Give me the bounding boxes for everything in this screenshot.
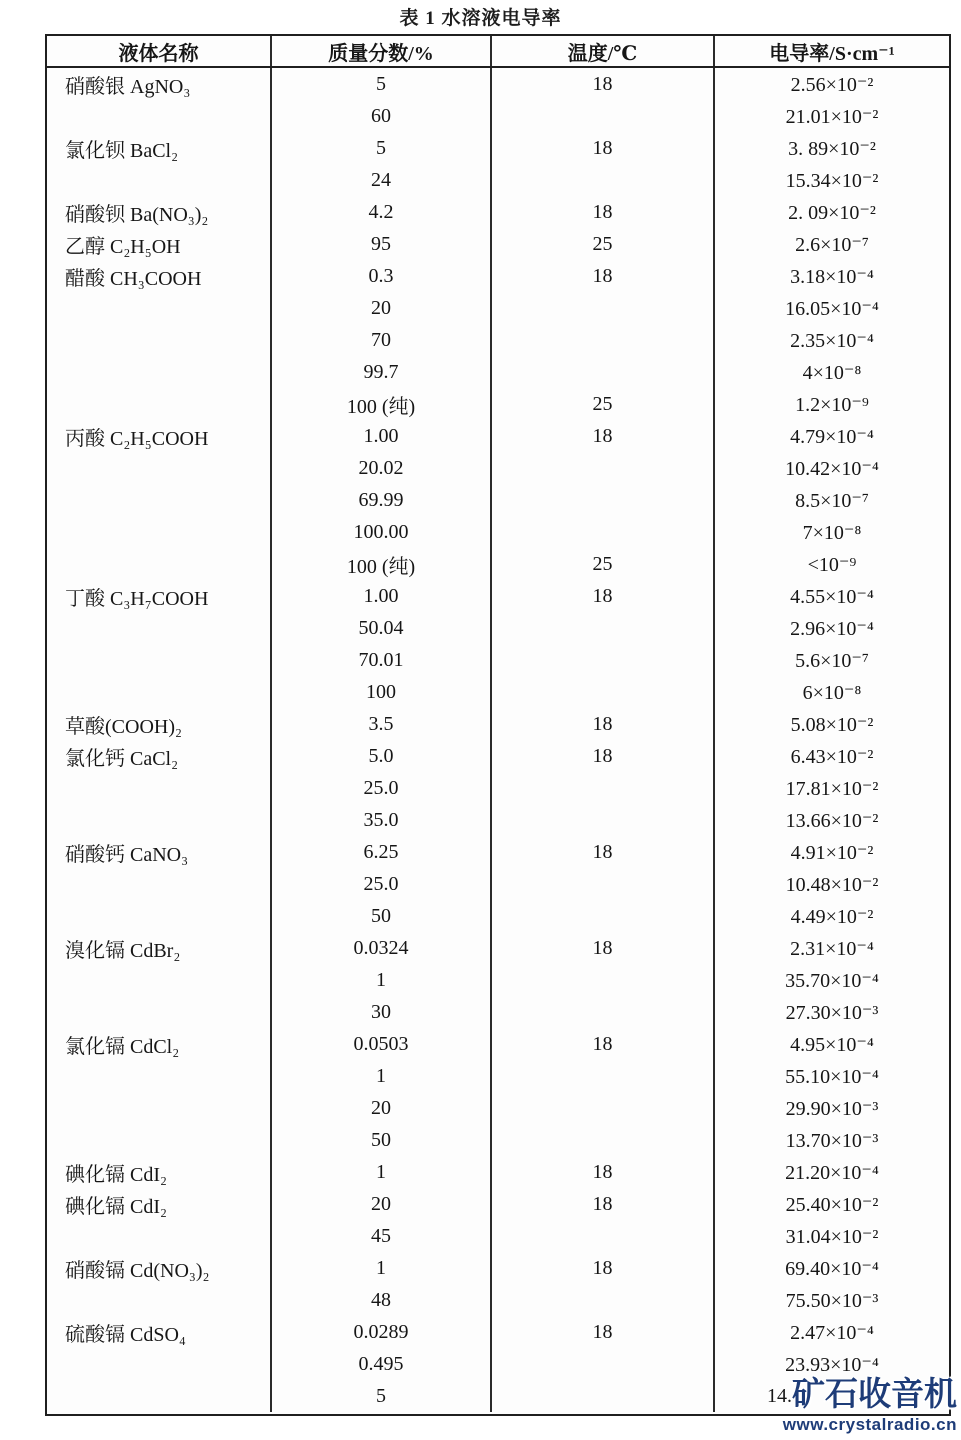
mass-fraction-cell: 24: [272, 164, 492, 196]
conductivity-cell: 7×10⁻⁸: [802, 521, 862, 544]
temperature-cell: 18: [492, 68, 715, 100]
table-row: [47, 1028, 949, 1060]
conductivity-cell: 13.70×10⁻³: [785, 1129, 879, 1152]
watermark: [783, 1374, 957, 1436]
mass-fraction-cell: 70: [272, 324, 492, 356]
table-row: [47, 932, 949, 964]
table-row: [47, 1252, 949, 1284]
liquid-name-cell: [47, 452, 272, 484]
liquid-name-cell: [47, 676, 272, 708]
temperature-cell: [492, 356, 715, 388]
mass-fraction-cell: 1: [272, 1060, 492, 1092]
table-row: [47, 772, 949, 804]
mass-fraction-cell: 60: [272, 100, 492, 132]
temperature-cell: [492, 900, 715, 932]
table-row: [47, 644, 949, 676]
liquid-name-cell: [47, 164, 272, 196]
conductivity-cell: 4×10⁻⁸: [802, 361, 862, 384]
temperature-cell: [492, 676, 715, 708]
temperature-cell: [492, 516, 715, 548]
conductivity-cell: 2.35×10⁻⁴: [790, 329, 874, 352]
temperature-cell: [492, 100, 715, 132]
table-row: [47, 132, 949, 164]
conductivity-cell: 5.6×10⁻⁷: [795, 649, 869, 672]
table-row: [47, 324, 949, 356]
mass-fraction-cell: 0.0324: [272, 932, 492, 964]
conductivity-cell: 14.: [767, 1384, 792, 1407]
conductivity-cell: 5.08×10⁻²: [790, 713, 874, 736]
conductivity-cell: 2.96×10⁻⁴: [790, 617, 874, 640]
temperature-cell: 25: [492, 388, 715, 420]
liquid-name-cell: 溴化镉 CdBr₂: [47, 932, 272, 964]
temperature-cell: 18: [492, 1316, 715, 1348]
liquid-name-cell: [47, 1060, 272, 1092]
mass-fraction-cell: 5: [272, 1380, 492, 1412]
table-row: [47, 804, 949, 836]
temperature-cell: 18: [492, 132, 715, 164]
temperature-cell: 18: [492, 260, 715, 292]
mass-fraction-cell: 35.0: [272, 804, 492, 836]
temperature-cell: [492, 996, 715, 1028]
liquid-name-cell: [47, 1380, 272, 1412]
temperature-cell: [492, 868, 715, 900]
conductivity-cell: 4.55×10⁻⁴: [790, 585, 874, 608]
table-row: [47, 68, 949, 100]
temperature-cell: [492, 484, 715, 516]
temperature-cell: 18: [492, 420, 715, 452]
temperature-cell: 18: [492, 740, 715, 772]
temperature-cell: 18: [492, 708, 715, 740]
table-row: [47, 196, 949, 228]
mass-fraction-cell: 1: [272, 964, 492, 996]
mass-fraction-cell: 100: [272, 676, 492, 708]
conductivity-cell: 21.20×10⁻⁴: [785, 1161, 879, 1184]
temperature-cell: [492, 1060, 715, 1092]
liquid-name-cell: [47, 1348, 272, 1380]
liquid-name-cell: [47, 356, 272, 388]
table-row: [47, 292, 949, 324]
table-row: [47, 708, 949, 740]
conductivity-cell: 10.42×10⁻⁴: [785, 457, 879, 480]
conductivity-cell: 2.6×10⁻⁷: [795, 233, 869, 256]
conductivity-cell: 6.43×10⁻²: [790, 745, 874, 768]
table-row: [47, 580, 949, 612]
table-row: [47, 1188, 949, 1220]
liquid-name-cell: [47, 484, 272, 516]
liquid-name-cell: [47, 644, 272, 676]
table-row: [47, 1284, 949, 1316]
conductivity-cell: 13.66×10⁻²: [785, 809, 879, 832]
mass-fraction-cell: 4.2: [272, 196, 492, 228]
mass-fraction-cell: 0.0503: [272, 1028, 492, 1060]
temperature-cell: [492, 804, 715, 836]
mass-fraction-cell: 95: [272, 228, 492, 260]
temperature-cell: 18: [492, 836, 715, 868]
table-row: [47, 1124, 949, 1156]
liquid-name-cell: [47, 772, 272, 804]
liquid-name-cell: [47, 612, 272, 644]
mass-fraction-cell: 25.0: [272, 868, 492, 900]
liquid-name-cell: 碘化镉 CdI₂: [47, 1188, 272, 1220]
mass-fraction-cell: 25.0: [272, 772, 492, 804]
mass-fraction-cell: 5: [272, 132, 492, 164]
conductivity-cell: 4.91×10⁻²: [790, 841, 874, 864]
liquid-name-cell: [47, 548, 272, 580]
temperature-cell: 18: [492, 196, 715, 228]
temperature-cell: [492, 1220, 715, 1252]
liquid-name-cell: [47, 900, 272, 932]
temperature-cell: 18: [492, 1156, 715, 1188]
mass-fraction-cell: 50: [272, 900, 492, 932]
table-row: [47, 100, 949, 132]
conductivity-cell: 8.5×10⁻⁷: [795, 489, 869, 512]
conductivity-cell: 4.79×10⁻⁴: [790, 425, 874, 448]
table-row: [47, 388, 949, 420]
table-row: [47, 1092, 949, 1124]
mass-fraction-cell: 20: [272, 1188, 492, 1220]
table-row: [47, 612, 949, 644]
conductivity-cell: 21.01×10⁻²: [785, 105, 879, 128]
liquid-name-cell: [47, 324, 272, 356]
conductivity-table: [45, 34, 951, 1416]
temperature-cell: 25: [492, 548, 715, 580]
conductivity-cell: 2.47×10⁻⁴: [790, 1321, 874, 1344]
table-row: [47, 1060, 949, 1092]
temperature-cell: 18: [492, 580, 715, 612]
temperature-cell: 18: [492, 1188, 715, 1220]
liquid-name-cell: [47, 996, 272, 1028]
table-row: [47, 900, 949, 932]
conductivity-cell: 4.49×10⁻²: [790, 905, 874, 928]
liquid-name-cell: [47, 292, 272, 324]
mass-fraction-cell: 1.00: [272, 580, 492, 612]
liquid-name-cell: 氯化钡 BaCl₂: [47, 132, 272, 164]
liquid-name-cell: 硝酸钙 CaNO₃: [47, 836, 272, 868]
conductivity-cell: 35.70×10⁻⁴: [785, 969, 879, 992]
mass-fraction-cell: 6.25: [272, 836, 492, 868]
conductivity-cell: 29.90×10⁻³: [785, 1097, 879, 1120]
liquid-name-cell: 氯化钙 CaCl₂: [47, 740, 272, 772]
liquid-name-cell: [47, 964, 272, 996]
mass-fraction-cell: 20.02: [272, 452, 492, 484]
mass-fraction-cell: 20: [272, 292, 492, 324]
temperature-cell: [492, 292, 715, 324]
table-row: [47, 356, 949, 388]
liquid-name-cell: [47, 1284, 272, 1316]
liquid-name-cell: 硝酸钡 Ba(NO₃)₂: [47, 196, 272, 228]
mass-fraction-cell: 0.3: [272, 260, 492, 292]
temperature-cell: [492, 644, 715, 676]
table-row: [47, 1316, 949, 1348]
temperature-cell: [492, 452, 715, 484]
table-row: [47, 836, 949, 868]
conductivity-cell: 10.48×10⁻²: [785, 873, 879, 896]
mass-fraction-cell: 48: [272, 1284, 492, 1316]
conductivity-cell: 15.34×10⁻²: [785, 169, 879, 192]
header-liquid-name: 液体名称: [47, 36, 272, 66]
mass-fraction-cell: 0.495: [272, 1348, 492, 1380]
mass-fraction-cell: 100.00: [272, 516, 492, 548]
mass-fraction-cell: 50.04: [272, 612, 492, 644]
liquid-name-cell: [47, 1220, 272, 1252]
liquid-name-cell: [47, 516, 272, 548]
liquid-name-cell: 丙酸 C₂H₅COOH: [47, 420, 272, 452]
temperature-cell: [492, 1124, 715, 1156]
table-row: [47, 516, 949, 548]
temperature-cell: [492, 1348, 715, 1380]
mass-fraction-cell: 20: [272, 1092, 492, 1124]
liquid-name-cell: [47, 1124, 272, 1156]
temperature-cell: [492, 612, 715, 644]
liquid-name-cell: 醋酸 CH₃COOH: [47, 260, 272, 292]
conductivity-cell: 31.04×10⁻²: [785, 1225, 879, 1248]
mass-fraction-cell: 50: [272, 1124, 492, 1156]
table-row: [47, 260, 949, 292]
liquid-name-cell: 硝酸镉 Cd(NO₃)₂: [47, 1252, 272, 1284]
liquid-name-cell: 草酸(COOH)₂: [47, 708, 272, 740]
watermark-brand-text: 矿石收音机: [792, 1375, 957, 1412]
table-row: [47, 164, 949, 196]
temperature-cell: [492, 1380, 715, 1412]
page-title: 表 1 水溶液电导率: [399, 8, 562, 29]
table-row: [47, 484, 949, 516]
temperature-cell: 25: [492, 228, 715, 260]
liquid-name-cell: 乙醇 C₂H₅OH: [47, 228, 272, 260]
conductivity-cell: 2.31×10⁻⁴: [790, 937, 874, 960]
table-row: [47, 1156, 949, 1188]
table-row: [47, 996, 949, 1028]
conductivity-cell: 6×10⁻⁸: [802, 681, 862, 704]
watermark-url-text: www.crystalradio.cn: [782, 1415, 957, 1434]
conductivity-cell: 2.56×10⁻²: [790, 73, 874, 96]
liquid-name-cell: [47, 868, 272, 900]
temperature-cell: [492, 964, 715, 996]
conductivity-cell: 55.10×10⁻⁴: [785, 1065, 879, 1088]
conductivity-cell: 25.40×10⁻²: [785, 1193, 879, 1216]
mass-fraction-cell: 1: [272, 1252, 492, 1284]
liquid-name-cell: [47, 1092, 272, 1124]
table-body: [47, 68, 949, 1412]
table-row: [47, 452, 949, 484]
conductivity-cell: 23.93×10⁻⁴: [785, 1353, 879, 1376]
conductivity-cell: 1.2×10⁻⁹: [795, 393, 869, 416]
mass-fraction-cell: 100 (纯): [272, 388, 492, 420]
liquid-name-cell: 碘化镉 CdI₂: [47, 1156, 272, 1188]
temperature-cell: [492, 1284, 715, 1316]
liquid-name-cell: [47, 100, 272, 132]
mass-fraction-cell: 5.0: [272, 740, 492, 772]
liquid-name-cell: 硫酸镉 CdSO₄: [47, 1316, 272, 1348]
conductivity-cell: 3.18×10⁻⁴: [790, 265, 874, 288]
temperature-cell: 18: [492, 932, 715, 964]
liquid-name-cell: [47, 804, 272, 836]
header-temperature: 温度/℃: [492, 36, 715, 66]
mass-fraction-cell: 99.7: [272, 356, 492, 388]
mass-fraction-cell: 70.01: [272, 644, 492, 676]
table-row: [47, 740, 949, 772]
table-row: [47, 1220, 949, 1252]
header-conductivity: 电导率/S·cm⁻¹: [769, 43, 895, 65]
liquid-name-cell: 氯化镉 CdCl₂: [47, 1028, 272, 1060]
conductivity-cell: 17.81×10⁻²: [785, 777, 879, 800]
conductivity-cell: 2. 09×10⁻²: [788, 201, 876, 224]
table-row: [47, 964, 949, 996]
conductivity-cell: 27.30×10⁻³: [785, 1001, 879, 1024]
temperature-cell: [492, 164, 715, 196]
mass-fraction-cell: 5: [272, 68, 492, 100]
temperature-cell: 18: [492, 1028, 715, 1060]
mass-fraction-cell: 3.5: [272, 708, 492, 740]
temperature-cell: [492, 1092, 715, 1124]
conductivity-cell: 75.50×10⁻³: [785, 1289, 879, 1312]
header-mass-fraction: 质量分数/%: [272, 36, 492, 66]
mass-fraction-cell: 1: [272, 1156, 492, 1188]
table-row: [47, 676, 949, 708]
table-row: [47, 228, 949, 260]
mass-fraction-cell: 100 (纯): [272, 548, 492, 580]
table-row: [47, 420, 949, 452]
mass-fraction-cell: 45: [272, 1220, 492, 1252]
table-row: [47, 868, 949, 900]
liquid-name-cell: 丁酸 C₃H₇COOH: [47, 580, 272, 612]
mass-fraction-cell: 30: [272, 996, 492, 1028]
conductivity-cell: 16.05×10⁻⁴: [785, 297, 879, 320]
conductivity-cell: 69.40×10⁻⁴: [785, 1257, 879, 1280]
table-header-row: [47, 36, 949, 68]
conductivity-cell: 3. 89×10⁻²: [788, 137, 876, 160]
conductivity-cell: 4.95×10⁻⁴: [790, 1033, 874, 1056]
mass-fraction-cell: 1.00: [272, 420, 492, 452]
mass-fraction-cell: 0.0289: [272, 1316, 492, 1348]
table-row: [47, 548, 949, 580]
temperature-cell: [492, 324, 715, 356]
liquid-name-cell: 硝酸银 AgNO₃: [47, 68, 272, 100]
conductivity-cell: <10⁻⁹: [807, 553, 857, 576]
mass-fraction-cell: 69.99: [272, 484, 492, 516]
liquid-name-cell: [47, 388, 272, 420]
temperature-cell: [492, 772, 715, 804]
temperature-cell: 18: [492, 1252, 715, 1284]
